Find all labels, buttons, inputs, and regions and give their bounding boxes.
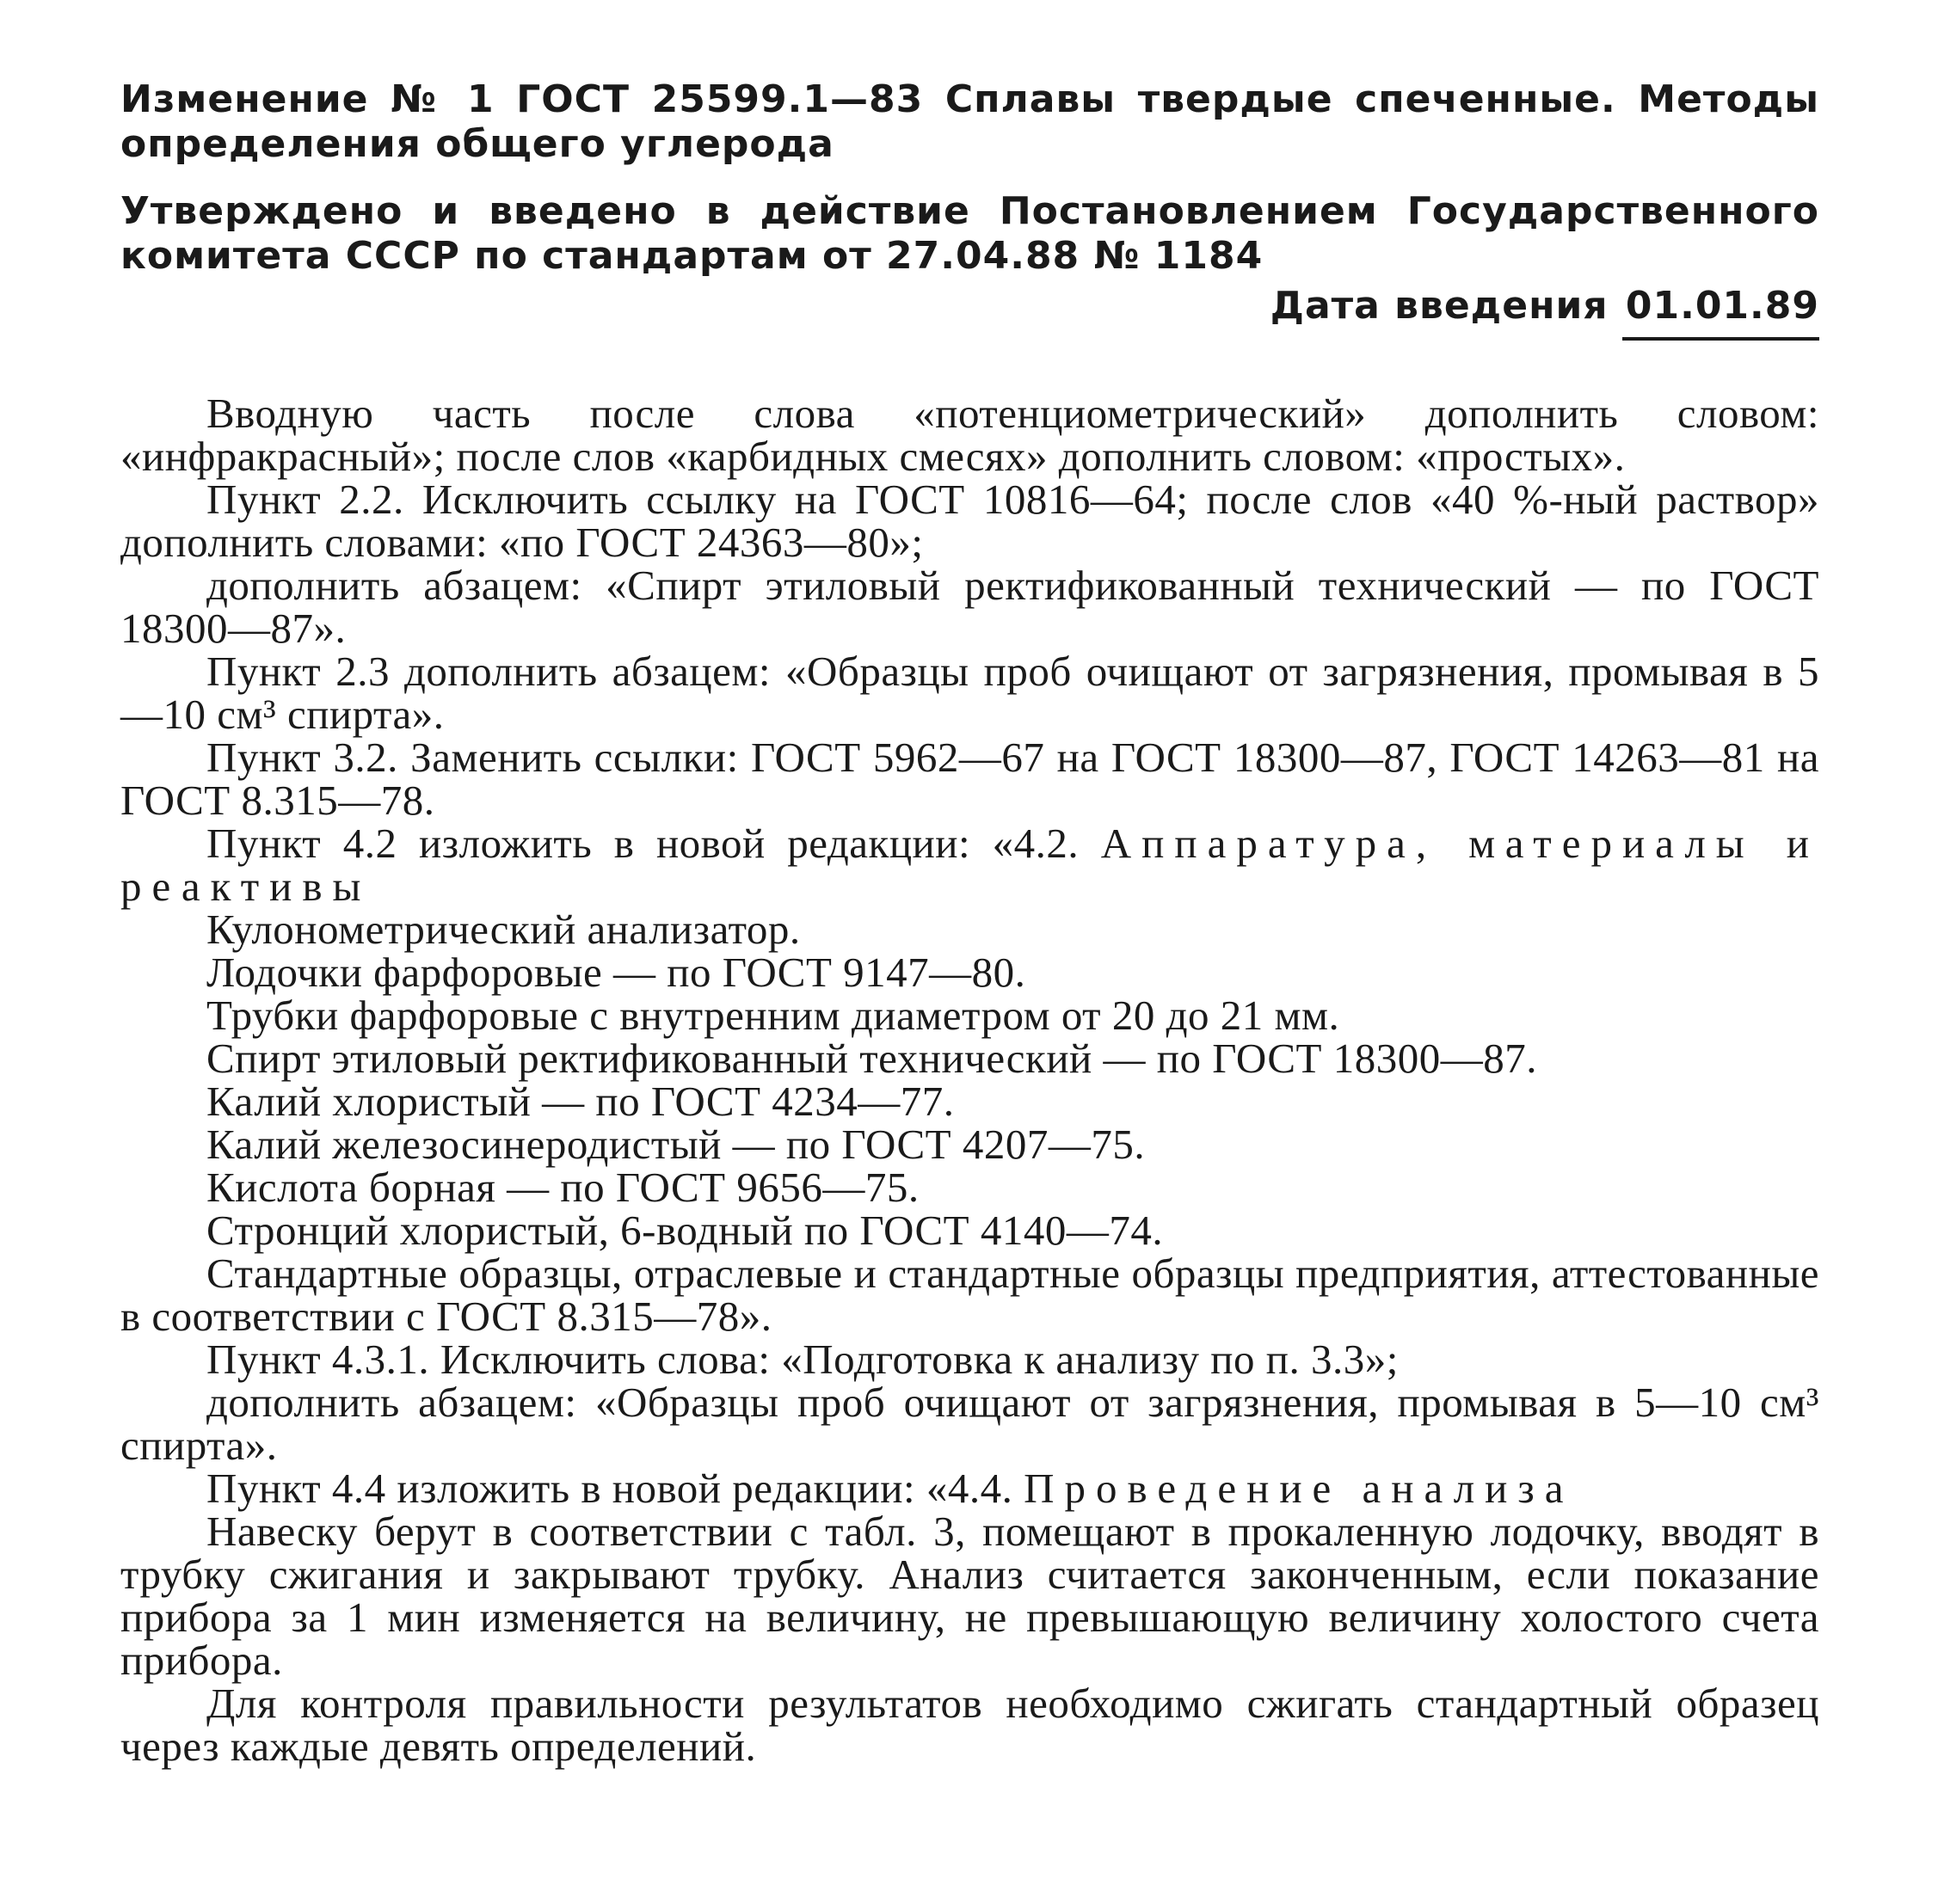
item-4-2-prefix: Пункт 4.2 изложить в новой редакции: «4.2. bbox=[206, 820, 1080, 867]
effective-date-label: Дата введения bbox=[1270, 284, 1609, 328]
paragraph-item-4-2 bbox=[120, 822, 1819, 908]
paragraph-item-4-4 bbox=[120, 1467, 1819, 1510]
list-item-alcohol: Спирт этиловый ректификованный технический — по ГОСТ 18300—87. bbox=[206, 1035, 1537, 1082]
list-item-boric-acid: Кислота борная — по ГОСТ 9656—75. bbox=[206, 1164, 920, 1211]
effective-date-value: 01.01.89 bbox=[1622, 284, 1819, 341]
list-item-potassium-chloride: Калий хлористый — по ГОСТ 4234—77. bbox=[206, 1078, 955, 1125]
list-item-boats: Лодочки фарфоровые — по ГОСТ 9147—80. bbox=[206, 949, 1026, 996]
list-item-analyzer: Кулонометрический анализатор. bbox=[206, 906, 801, 953]
list-item-potassium-ferricyanide: Калий железосинеродистый — по ГОСТ 4207—75. bbox=[206, 1121, 1146, 1168]
paragraph-procedure: Навеску берут в соответствии с табл. 3, помещают в прокаленную лодочку, вводят в трубку сжигания и закрывают трубку. Анализ считается законченным, если показание прибора за 1 мин изменяется на величину, не превышающую величину холостого счета прибора. bbox=[120, 1508, 1819, 1684]
paragraph-control: Для контроля правильности результатов необходимо сжигать стандартный образец через каждые девять определений. bbox=[120, 1680, 1819, 1770]
list-item-tubes: Трубки фарфоровые с внутренним диаметром от 20 до 21 мм. bbox=[206, 992, 1340, 1039]
list-item-strontium-chloride: Стронций хлористый, 6-водный по ГОСТ 4140—74. bbox=[206, 1207, 1164, 1254]
list-item-standard-samples: Стандартные образцы, отраслевые и стандартные образцы предприятия, аттестованные в соответствии с ГОСТ 8.315—78». bbox=[120, 1250, 1819, 1340]
paragraph-item-2-2-addition: дополнить абзацем: «Спирт этиловый ректификованный технический — по ГОСТ 18300—87». bbox=[120, 562, 1819, 652]
paragraph-item-4-3-1: Пункт 4.3.1. Исключить слова: «Подготовка к анализу по п. 3.3»; bbox=[206, 1336, 1399, 1383]
paragraph-intro: Вводную часть после слова «потенциометрический» дополнить словом: «инфракрасный»; после слов «карбидных смесях» дополнить словом: «простых». bbox=[120, 390, 1819, 480]
paragraph-item-2-2: Пункт 2.2. Исключить ссылку на ГОСТ 10816—64; после слов «40 %-ный раствор» дополнить словами: «по ГОСТ 24363—80»; bbox=[120, 476, 1819, 566]
item-4-4-prefix: Пункт 4.4 изложить в новой редакции: «4.4. bbox=[206, 1465, 1013, 1512]
paragraph-item-4-3-1-addition: дополнить абзацем: «Образцы проб очищают от загрязнения, промывая в 5—10 см³ спирта». bbox=[120, 1379, 1819, 1469]
paragraph-item-2-3: Пункт 2.3 дополнить абзацем: «Образцы проб очищают от загрязнения, промывая в 5—10 см³ спирта». bbox=[120, 648, 1819, 738]
effective-date-line bbox=[120, 284, 1819, 341]
document-page bbox=[120, 77, 1819, 1768]
item-4-4-heading: Проведение анализа bbox=[1024, 1465, 1574, 1512]
paragraph-item-3-2: Пункт 3.2. Заменить ссылки: ГОСТ 5962—67 на ГОСТ 18300—87, ГОСТ 14263—81 на ГОСТ 8.315—78. bbox=[120, 734, 1819, 824]
item-4-2-heading: Аппаратура, материалы и реактивы bbox=[120, 820, 1820, 910]
approval-statement: Утверждено и введено в действие Постановлением Государственного комитета СССР по стандартам от 27.04.88 № 1184 bbox=[120, 189, 1819, 278]
amendment-body bbox=[120, 392, 1819, 1768]
amendment-title: Изменение № 1 ГОСТ 25599.1—83 Сплавы твердые спеченные. Методы определения общего углерода bbox=[120, 77, 1819, 166]
